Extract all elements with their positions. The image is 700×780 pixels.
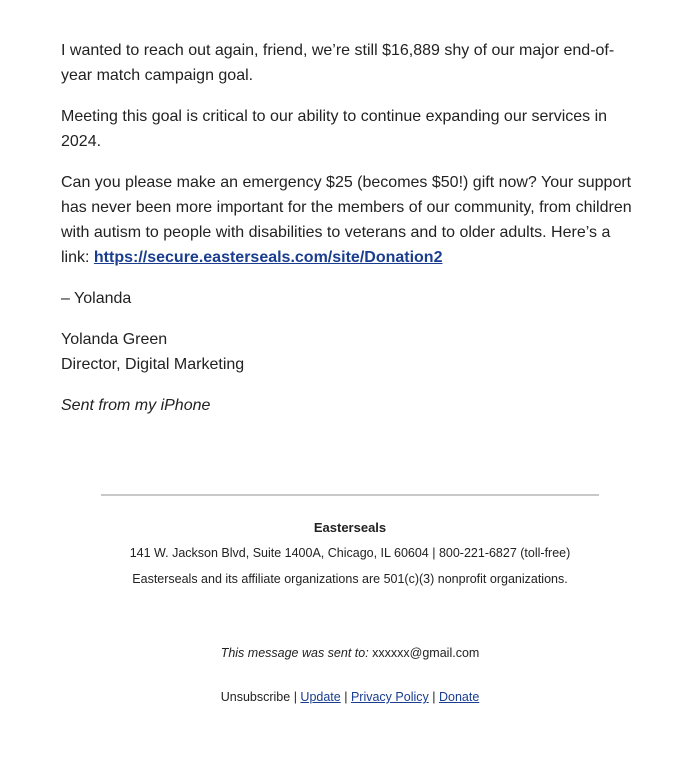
- message-paragraph-3-text: Can you please make an emergency $25 (becomes $50!) gift now? Your support has never been more important for the members of our community, from children with autism to people with disabilities to veterans and to older adults. Here’s a link:: [61, 174, 632, 266]
- message-paragraph-3: [61, 170, 636, 270]
- signature-block: [61, 327, 636, 377]
- donation-link[interactable]: https://secure.easterseals.com/site/Donation2: [93, 249, 443, 266]
- unsubscribe-text[interactable]: Unsubscribe: [220, 690, 291, 704]
- footer-divider: [101, 494, 599, 496]
- footer-links: [60, 690, 640, 704]
- footer-sent-to: [60, 646, 640, 660]
- footer-nonprofit-note: Easterseals and its affiliate organizations are 501(c)(3) nonprofit organizations.: [132, 572, 568, 586]
- footer-org-name: Easterseals: [313, 520, 387, 535]
- update-link[interactable]: Update: [300, 690, 341, 704]
- message-paragraph-2: Meeting this goal is critical to our ability to continue expanding our services in 2024.: [61, 108, 608, 150]
- sent-to-label: This message was sent to:: [220, 646, 369, 660]
- sent-from-line: Sent from my iPhone: [61, 397, 211, 414]
- signoff: – Yolanda: [61, 290, 132, 307]
- link-separator: |: [344, 690, 348, 704]
- privacy-policy-link[interactable]: Privacy Policy: [350, 690, 429, 704]
- sender-name: Yolanda Green: [61, 331, 168, 348]
- link-separator: |: [432, 690, 436, 704]
- sent-to-email: xxxxxx@gmail.com: [372, 646, 480, 660]
- donate-link[interactable]: Donate: [438, 690, 480, 704]
- sender-title: Director, Digital Marketing: [61, 356, 245, 373]
- link-separator: |: [293, 690, 297, 704]
- message-paragraph-1: I wanted to reach out again, friend, we’re still $16,889 shy of our major end-of-year match campaign goal.: [61, 42, 615, 84]
- footer-address: 141 W. Jackson Blvd, Suite 1400A, Chicago, IL 60604 | 800-221-6827 (toll-free): [129, 546, 571, 560]
- message-body: [61, 38, 636, 434]
